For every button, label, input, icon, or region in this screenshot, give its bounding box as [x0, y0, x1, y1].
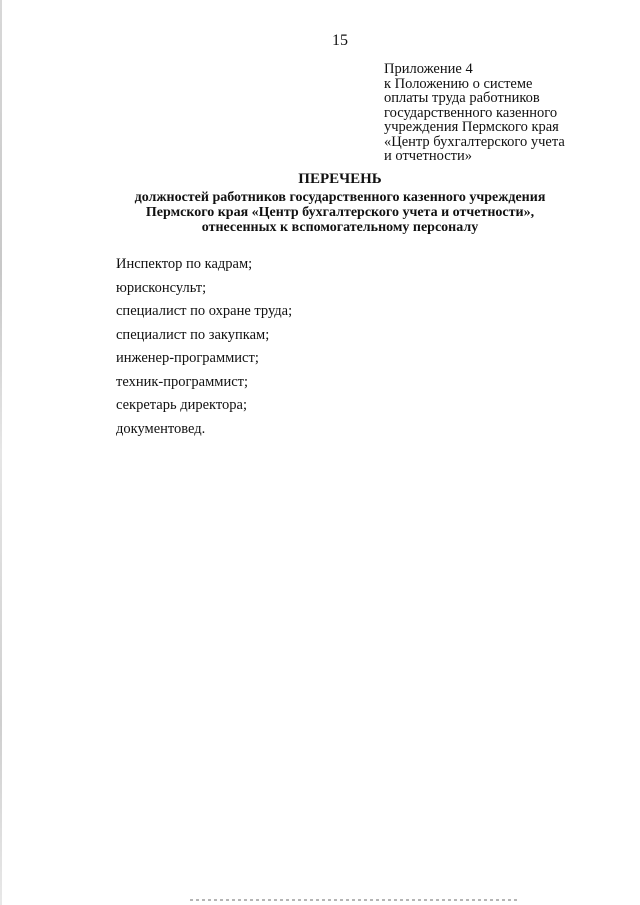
- appendix-line: оплаты труда работников: [384, 90, 540, 106]
- position-item: секретарь директора;: [116, 397, 248, 413]
- document-subheading: [0, 190, 640, 235]
- position-item: специалист по охране труда;: [116, 303, 293, 319]
- appendix-line: «Центр бухгалтерского учета: [384, 133, 565, 150]
- position-item: техник-программист;: [116, 373, 249, 390]
- appendix-line: Приложение 4: [384, 61, 473, 77]
- scan-artifact-line: [190, 899, 520, 901]
- subheading-line: отнесенных к вспомогательному персоналу: [201, 220, 479, 235]
- page-number: 15: [332, 32, 348, 49]
- position-item: инженер-программист;: [116, 350, 259, 366]
- appendix-block: [384, 62, 634, 164]
- position-item: юрисконсульт;: [116, 279, 207, 296]
- position-item: специалист по закупкам;: [116, 326, 270, 343]
- document-heading: ПЕРЕЧЕНЬ: [298, 171, 382, 187]
- position-item: документовед.: [116, 420, 206, 437]
- appendix-line: государственного казенного: [384, 104, 558, 121]
- appendix-line: к Положению о системе: [384, 75, 533, 92]
- positions-list: [116, 253, 292, 441]
- subheading-line: Пермского края «Центр бухгалтерского учета и отчетности»,: [145, 205, 535, 220]
- appendix-line: и отчетности»: [384, 148, 472, 164]
- subheading-line: должностей работников государственного казенного учреждения: [134, 190, 546, 205]
- scan-edge-shadow: [0, 0, 2, 905]
- appendix-line: учреждения Пермского края: [384, 119, 559, 135]
- position-item: Инспектор по кадрам;: [116, 256, 253, 272]
